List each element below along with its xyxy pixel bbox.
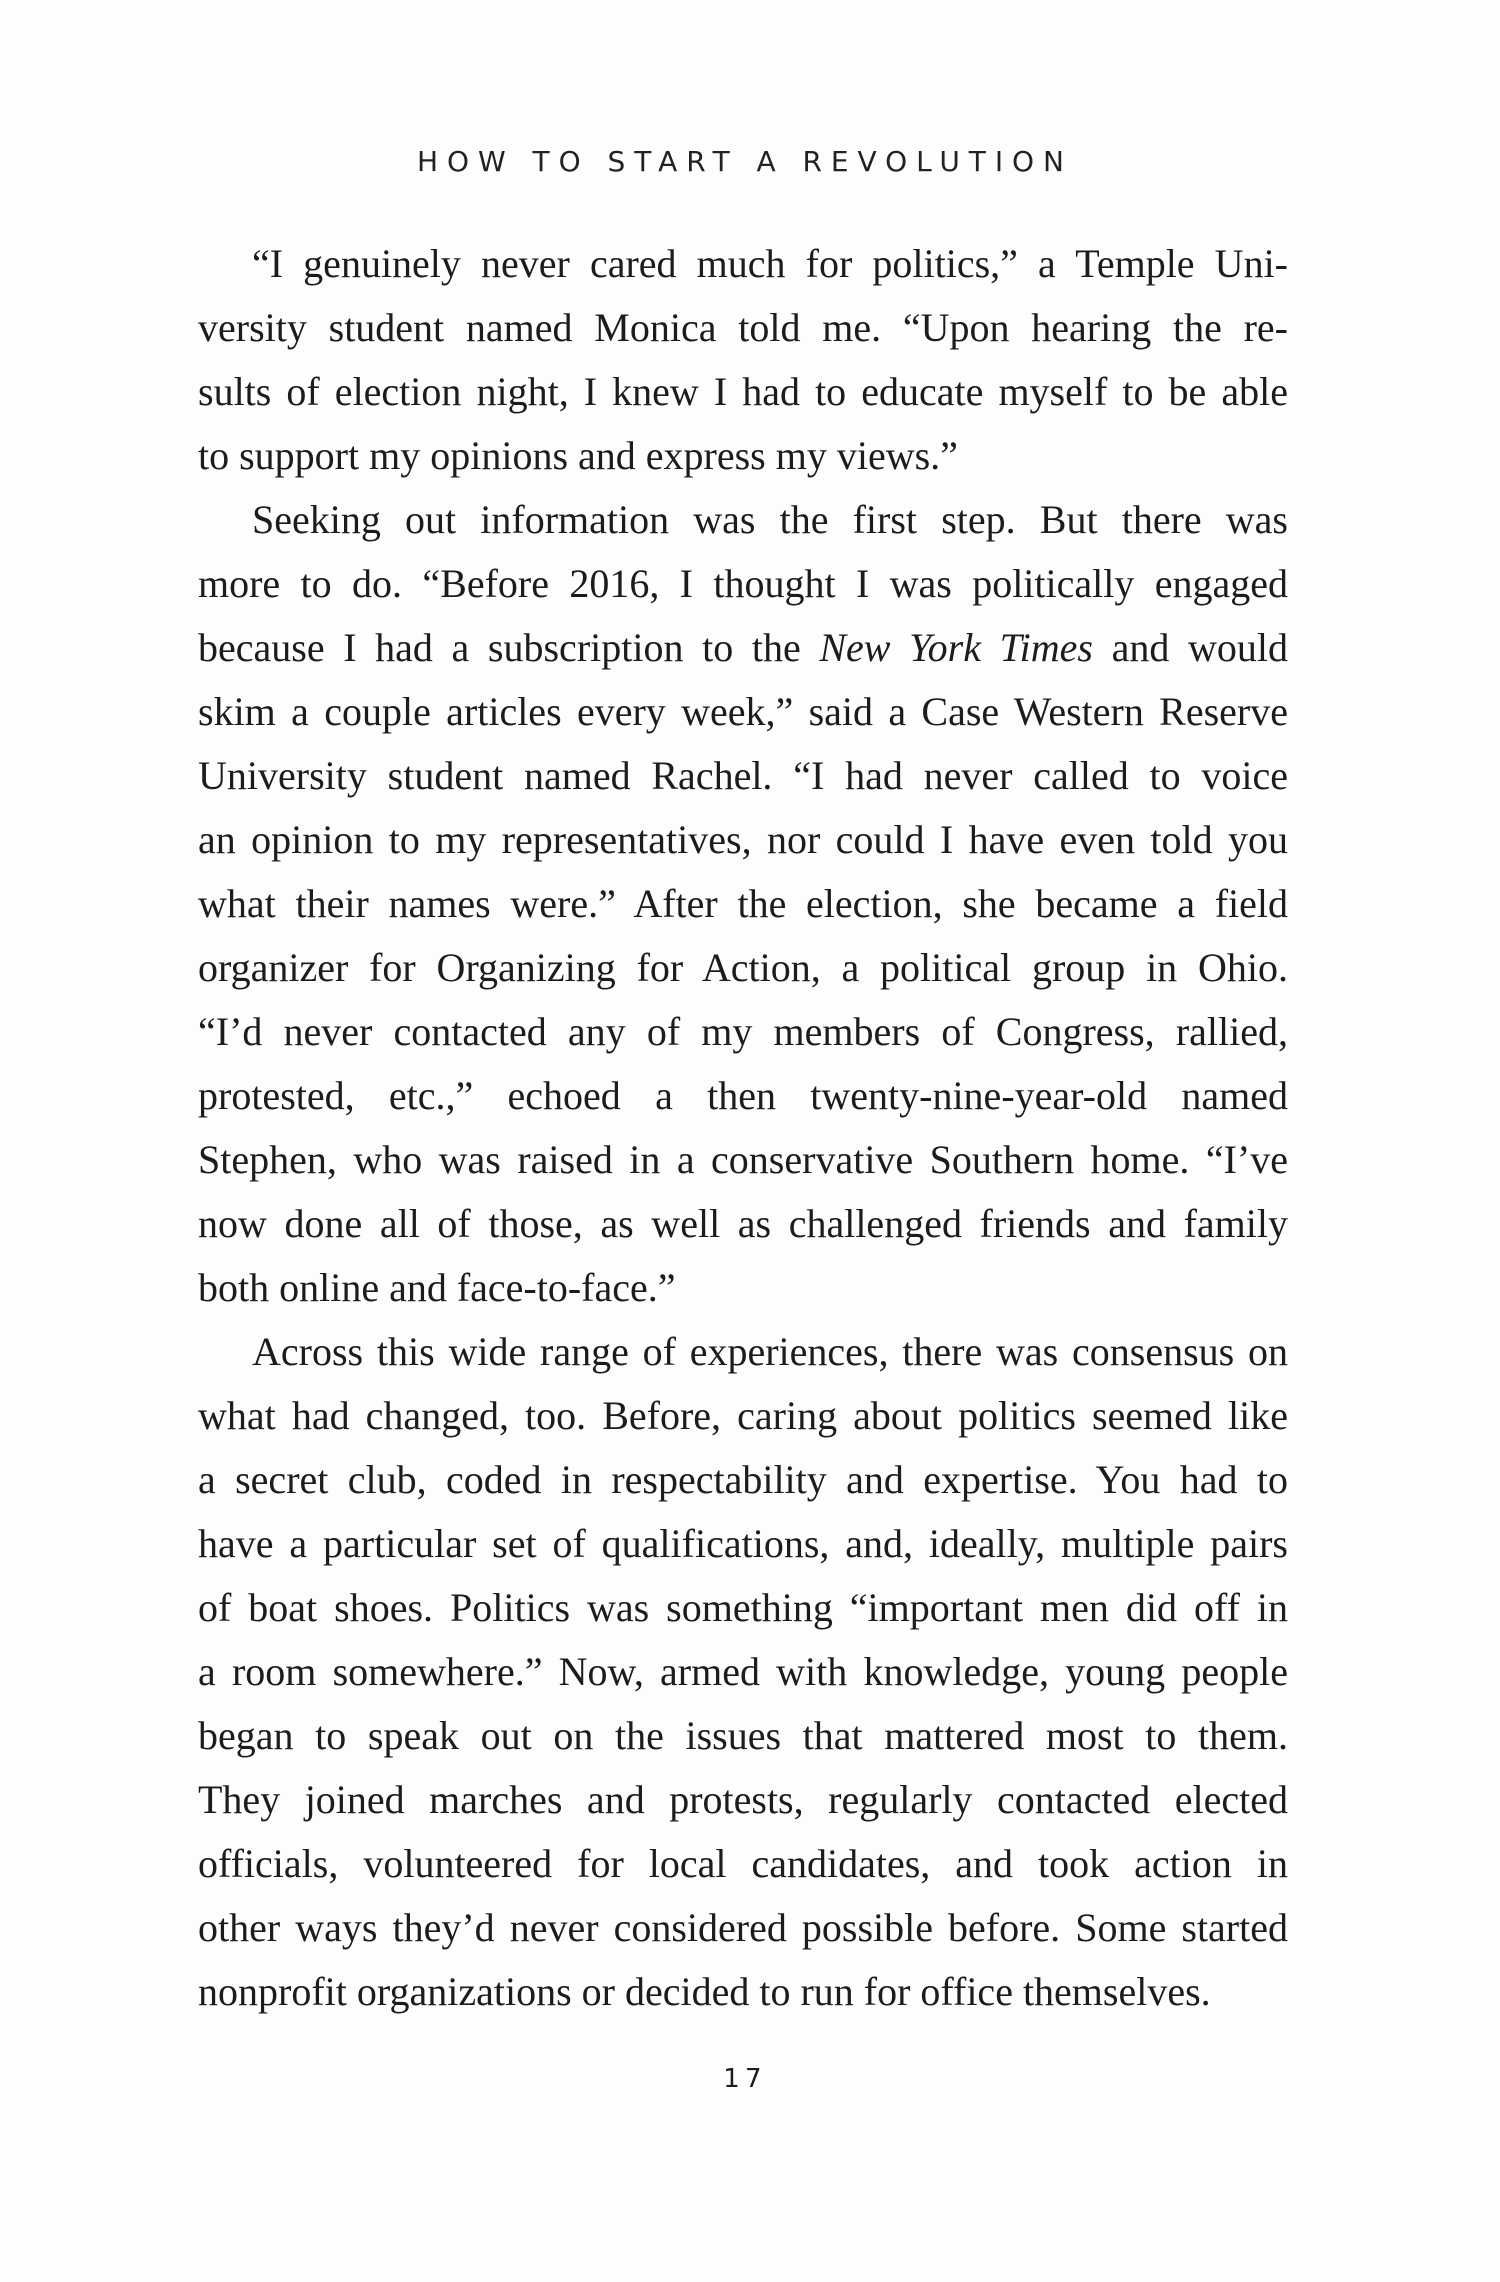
text-segment: and would	[1092, 625, 1288, 670]
text-line: began to speak out on the issues that mattered most to them.	[198, 1713, 1288, 1758]
body-text	[198, 232, 1288, 2024]
text-line: Seeking out information was the first step. But there was	[252, 497, 1288, 542]
page-number: 17	[723, 2064, 767, 2094]
text-line: Stephen, who was raised in a conservative Southern home. “I’ve	[198, 1137, 1288, 1182]
text-line: skim a couple articles every week,” said a Case Western Reserve	[198, 689, 1288, 734]
text-line: “I’d never contacted any of my members of Congress, rallied,	[198, 1009, 1288, 1054]
text-line: versity student named Monica told me. “Upon hearing the re-	[198, 305, 1288, 350]
text-line: to support my opinions and express my views.”	[198, 433, 958, 478]
text-line: nonprofit organizations or decided to run for office themselves.	[198, 1969, 1211, 2014]
text-line: now done all of those, as well as challenged friends and family	[198, 1201, 1288, 1246]
paragraph	[198, 232, 1288, 488]
paragraph	[198, 1320, 1288, 2024]
text-line: They joined marches and protests, regularly contacted elected	[198, 1777, 1288, 1822]
running-header: HOW TO START A REVOLUTION	[417, 145, 1073, 178]
text-line: other ways they’d never considered possible before. Some started	[198, 1905, 1288, 1950]
text-line: sults of election night, I knew I had to educate myself to be able	[198, 369, 1288, 414]
paragraph	[198, 488, 1288, 1320]
text-line: of boat shoes. Politics was something “important men did off in	[198, 1585, 1288, 1630]
text-line: what their names were.” After the election, she became a field	[198, 881, 1288, 926]
text-line: protested, etc.,” echoed a then twenty-nine-year-old named	[198, 1073, 1288, 1118]
text-line: organizer for Organizing for Action, a political group in Ohio.	[198, 945, 1288, 990]
text-line: a secret club, coded in respectability and expertise. You had to	[198, 1457, 1288, 1502]
text-line: what had changed, too. Before, caring about politics seemed like	[198, 1393, 1288, 1438]
text-line: an opinion to my representatives, nor could I have even told you	[198, 817, 1288, 862]
text-line: a room somewhere.” Now, armed with knowledge, young people	[198, 1649, 1288, 1694]
italic-title: New York Times	[819, 625, 1093, 670]
text-line: both online and face-to-face.”	[198, 1265, 676, 1310]
text-line	[198, 616, 1288, 680]
text-line: University student named Rachel. “I had never called to voice	[198, 753, 1288, 798]
text-line: have a particular set of qualifications, and, ideally, multiple pairs	[198, 1521, 1288, 1566]
text-segment: because I had a subscription to the	[198, 625, 820, 670]
text-line: “I genuinely never cared much for politics,” a Temple Uni-	[252, 241, 1288, 286]
text-line: more to do. “Before 2016, I thought I was politically engaged	[198, 561, 1288, 606]
text-line: Across this wide range of experiences, there was consensus on	[252, 1329, 1288, 1374]
text-line: officials, volunteered for local candidates, and took action in	[198, 1841, 1288, 1886]
